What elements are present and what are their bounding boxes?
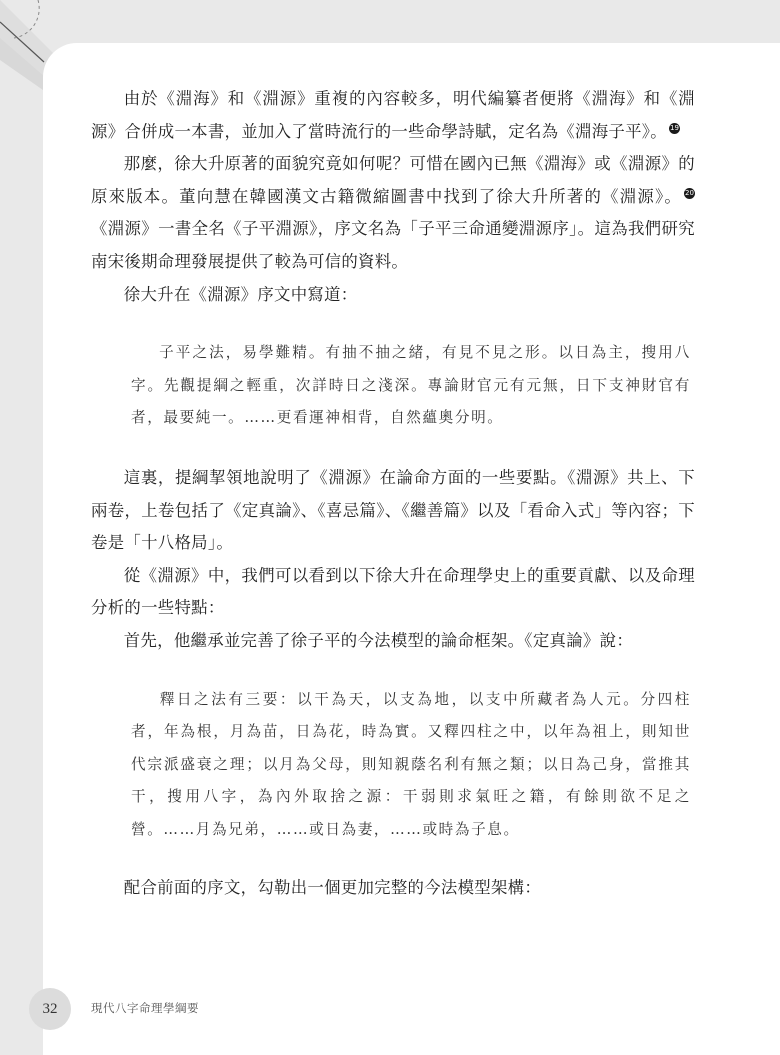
paragraph-3: 徐大升在《淵源》序文中寫道： bbox=[123, 284, 358, 304]
paragraph-2 bbox=[91, 148, 695, 278]
paragraph-4: 這裏，提綱挈領地說明了《淵源》在論命方面的一些要點。《淵源》共上、下兩卷，上卷包括了《定真論》、《喜忌篇》、《繼善篇》以及「看命入式」等內容；下卷是「十八格局」。 bbox=[91, 467, 695, 553]
block-quote-1 bbox=[91, 337, 695, 435]
page-content bbox=[91, 83, 695, 905]
footnote-marker-20[interactable]: 20 bbox=[685, 189, 694, 198]
quote-1-text: 子平之法，易學難精。有抽不抽之緒，有見不見之形。以日為主，搜用八字。先觀提綱之輕重，次詳時日之淺深。專論財官元有元無，日下支神財官有者，最要純一。……更看運神相背，自然蘊奧分明。 bbox=[131, 344, 691, 427]
paragraph-2-text: 那麼，徐大升原著的面貌究竟如何呢？可惜在國內已無《淵海》或《淵源》的原來版本。董向慧在韓國漢文古籍微縮圖書中找到了徐大升所著的《淵源》。 bbox=[91, 154, 695, 206]
footnote-marker-19[interactable]: 19 bbox=[670, 124, 679, 133]
block-quote-2 bbox=[91, 684, 695, 847]
paragraph-6: 首先，他繼承並完善了徐子平的今法模型的論命框架。《定真論》說： bbox=[123, 630, 634, 650]
paragraph-1-text: 由於《淵海》和《淵源》重複的內容較多，明代編纂者便將《淵海》和《淵源》合併成一本書，並加入了當時流行的一些命學詩賦，定名為《淵海子平》。 bbox=[91, 89, 695, 141]
page-number: 32 bbox=[29, 988, 71, 1030]
running-title: 現代八字命理學綱要 bbox=[91, 1001, 199, 1015]
paragraph-5: 從《淵源》中，我們可以看到以下徐大升在命理學史上的重要貢獻、以及命理分析的一些特點： bbox=[91, 565, 695, 618]
paragraph-7: 配合前面的序文，勾勒出一個更加完整的今法模型架構： bbox=[123, 878, 542, 898]
book-page bbox=[43, 43, 780, 1055]
paragraph-2-continuation: 《淵源》一書全名《子平淵源》，序文名為「子平三命通變淵源序」。這為我們研究南宋後期命理發展提供了較為可信的資料。 bbox=[91, 219, 695, 271]
quote-2-text: 釋日之法有三要：以干為天，以支為地，以支中所藏者為人元。分四柱者，年為根，月為苗，日為花，時為實。又釋四柱之中，以年為祖上，則知世代宗派盛衰之理；以月為父母，則知親蔭名利有無之類；以日為己身，當推其干，搜用八字，為內外取捨之源：干弱則求氣旺之籍，有餘則欲不足之營。……月為兄弟，……或日為妻，……或時為子息。 bbox=[131, 690, 691, 838]
paragraph-1 bbox=[91, 83, 695, 148]
